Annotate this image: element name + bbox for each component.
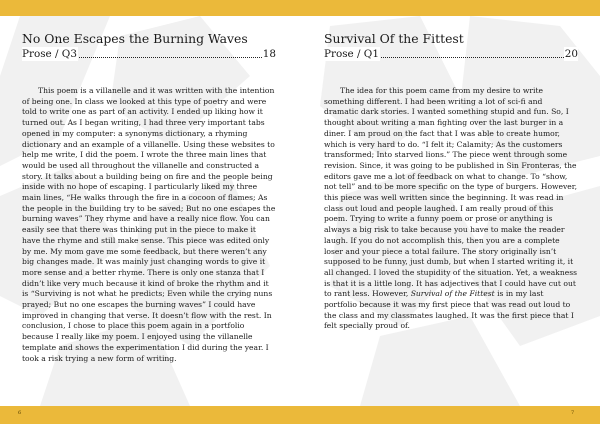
- bottom-accent-band: [0, 406, 600, 424]
- toc-page-number: 20: [564, 48, 578, 60]
- toc-label: Prose / Q1: [324, 48, 379, 60]
- right-page: [324, 30, 578, 340]
- left-page-toc-line: [22, 47, 276, 61]
- left-page: [22, 30, 276, 372]
- italic-title-reference: Survival of the Fittest: [410, 289, 495, 299]
- body-text-part: The idea for this poem came from my desire to write something different. I had been writing a lot of sci-fi and dramatic dark stories. I wanted something stupid and fun. So, I thought about writing a man fighting over the last burger in a diner. I am proud on the fact that I was able to create humor, which is very hard to do. “I felt it; Calamity; As the customers transformed; Into starved lions.” The piece went through some revision. Since, it was going to be published in Sin Fronteras, the editors gave me a lot of feedback on what to change. To “show, not tell” and to be more specific on the type of burgers. However, this piece was well written since the beginning. It was read in class out loud and people laughed. I am really proud of this poem. Trying to write a funny poem or prose or anything is always a big risk to take because you have to make the reader laugh. If you do not accomplish this, then you are a complete loser and your piece a total failure. The story originally isn’t supposed to be funny, just dumb, but when I started writing it, it all changed. I loved the stupidity of the situation. Yet, a weakness is that it is a little long. It has adjectives that I could have cut out to rant less. However,: [324, 86, 578, 299]
- left-page-number: 6: [18, 410, 22, 416]
- right-page-body: [324, 86, 578, 332]
- toc-label: Prose / Q3: [22, 48, 77, 60]
- toc-page-number: 18: [262, 48, 276, 60]
- top-accent-band: [0, 0, 600, 16]
- right-page-toc-line: [324, 47, 578, 61]
- right-page-number: 7: [571, 410, 575, 416]
- right-page-title: Survival Of the Fittest: [324, 31, 464, 46]
- left-page-body: This poem is a villanelle and it was written with the intention of being one. In class we looked at this type of poetry and were told to write one as part of an activity. I ended up liking how it turned out. As I began writing, I had three very important tabs opened in my computer: a synonyms dictionary, a rhyming dictionary and an example of a villanelle. Using these websites to help me write, I did the poem. I wrote the three main lines that would be used all throughout the villanelle and constructed a story. It talks about a building being on fire and the people being inside with no hope of escaping. I particularly liked my three main lines, “He walks through the fire in a cocoon of flames; As the people in the building try to be saved; But no one escapes the burning waves” They rhyme and have a really nice flow. You can easily see that there was thinking put in the piece to make it have the rhyme and still make sense. This piece was edited only by me. My mom gave me some feedback, but there weren’t any big changes made. It was mainly just changing words to give it more sense and a better rhyme. There is only one stanza that I didn’t like very much because it kind of broke the rhythm and it is “Surviving is not what he predicts; Even while the crying nuns prayed; But no one escapes the burning waves” I could have improved in changing that verse. It doesn’t flow with the rest. In conclusion, I chose to place this poem again in a portfolio because I really like my poem. I enjoyed using the villanelle template and shows the experimentation I did during the year. I took a risk trying a new form of writing.: [22, 86, 276, 363]
- body-text-part: is in my last portfolio because it was my first piece that was read out loud to the class and my classmates laughed. It was the first piece that I felt specially proud of.: [324, 289, 574, 331]
- left-page-title: No One Escapes the Burning Waves: [22, 31, 248, 46]
